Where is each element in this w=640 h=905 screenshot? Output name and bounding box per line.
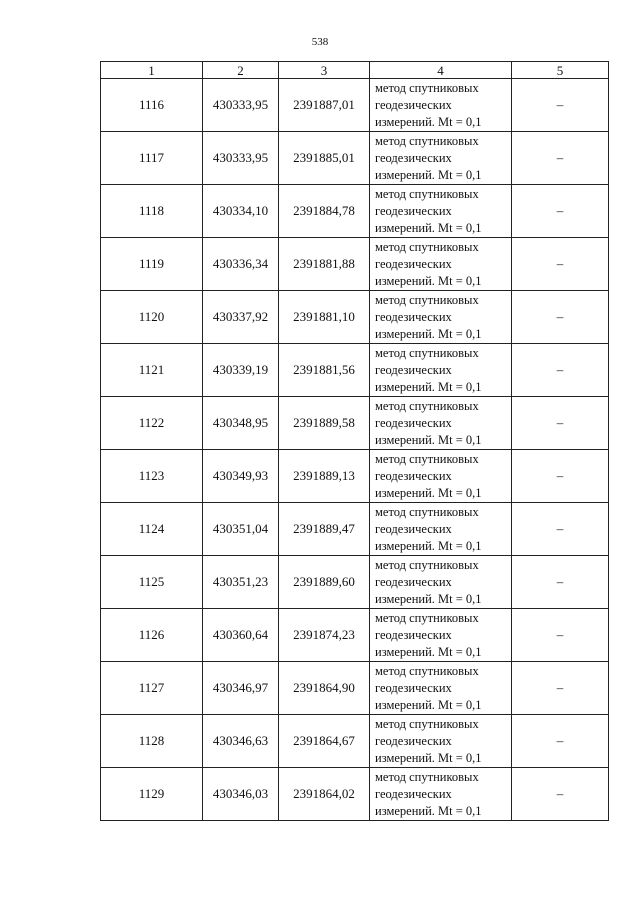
method-line: измерений. Mt = 0,1	[375, 432, 482, 447]
method-line: геодезических	[375, 733, 452, 748]
method-line: метод спутниковых	[375, 345, 479, 360]
table-row	[101, 609, 609, 662]
point-number-cell: 1129	[101, 768, 203, 821]
point-number-cell: 1117	[101, 132, 203, 185]
method-line: измерений. Mt = 0,1	[375, 538, 482, 553]
note-cell: –	[512, 132, 609, 185]
method-line: геодезических	[375, 309, 452, 324]
table-body	[101, 79, 609, 821]
method-cell	[370, 291, 512, 344]
table-row	[101, 662, 609, 715]
coordinates-table	[100, 61, 609, 821]
y-coordinate-cell: 2391864,02	[279, 768, 370, 821]
method-line: геодезических	[375, 203, 452, 218]
x-coordinate-cell: 430336,34	[203, 238, 279, 291]
point-number-cell: 1121	[101, 344, 203, 397]
note-cell: –	[512, 291, 609, 344]
method-line: метод спутниковых	[375, 557, 479, 572]
y-coordinate-cell: 2391889,60	[279, 556, 370, 609]
point-number-cell: 1125	[101, 556, 203, 609]
x-coordinate-cell: 430348,95	[203, 397, 279, 450]
note-cell: –	[512, 79, 609, 132]
note-cell: –	[512, 556, 609, 609]
table-row	[101, 344, 609, 397]
x-coordinate-cell: 430351,04	[203, 503, 279, 556]
note-cell: –	[512, 397, 609, 450]
header-col-2: 2	[203, 62, 279, 79]
method-line: метод спутниковых	[375, 610, 479, 625]
table-row	[101, 768, 609, 821]
method-line: измерений. Mt = 0,1	[375, 326, 482, 341]
method-line: измерений. Mt = 0,1	[375, 273, 482, 288]
method-line: измерений. Mt = 0,1	[375, 167, 482, 182]
method-line: метод спутниковых	[375, 451, 479, 466]
y-coordinate-cell: 2391874,23	[279, 609, 370, 662]
x-coordinate-cell: 430333,95	[203, 132, 279, 185]
method-line: измерений. Mt = 0,1	[375, 114, 482, 129]
x-coordinate-cell: 430349,93	[203, 450, 279, 503]
method-line: метод спутниковых	[375, 133, 479, 148]
method-line: метод спутниковых	[375, 239, 479, 254]
note-cell: –	[512, 185, 609, 238]
method-line: геодезических	[375, 97, 452, 112]
point-number-cell: 1118	[101, 185, 203, 238]
x-coordinate-cell: 430337,92	[203, 291, 279, 344]
method-cell	[370, 132, 512, 185]
y-coordinate-cell: 2391889,13	[279, 450, 370, 503]
method-line: геодезических	[375, 415, 452, 430]
method-line: измерений. Mt = 0,1	[375, 803, 482, 818]
point-number-cell: 1124	[101, 503, 203, 556]
method-cell	[370, 715, 512, 768]
x-coordinate-cell: 430351,23	[203, 556, 279, 609]
y-coordinate-cell: 2391885,01	[279, 132, 370, 185]
x-coordinate-cell: 430346,97	[203, 662, 279, 715]
note-cell: –	[512, 503, 609, 556]
point-number-cell: 1119	[101, 238, 203, 291]
method-line: геодезических	[375, 627, 452, 642]
method-line: метод спутниковых	[375, 80, 479, 95]
page-number: 538	[311, 36, 329, 48]
x-coordinate-cell: 430346,63	[203, 715, 279, 768]
method-line: геодезических	[375, 786, 452, 801]
table-row	[101, 291, 609, 344]
table-header	[101, 62, 609, 79]
note-cell: –	[512, 450, 609, 503]
method-cell	[370, 768, 512, 821]
method-line: геодезических	[375, 362, 452, 377]
method-line: метод спутниковых	[375, 663, 479, 678]
method-cell	[370, 397, 512, 450]
x-coordinate-cell: 430346,03	[203, 768, 279, 821]
method-cell	[370, 556, 512, 609]
method-line: метод спутниковых	[375, 769, 479, 784]
method-cell	[370, 662, 512, 715]
y-coordinate-cell: 2391881,88	[279, 238, 370, 291]
point-number-cell: 1127	[101, 662, 203, 715]
y-coordinate-cell: 2391889,47	[279, 503, 370, 556]
header-col-3: 3	[279, 62, 370, 79]
point-number-cell: 1126	[101, 609, 203, 662]
method-line: геодезических	[375, 150, 452, 165]
method-cell	[370, 238, 512, 291]
y-coordinate-cell: 2391887,01	[279, 79, 370, 132]
table-row	[101, 132, 609, 185]
point-number-cell: 1123	[101, 450, 203, 503]
table-row	[101, 715, 609, 768]
method-line: измерений. Mt = 0,1	[375, 379, 482, 394]
point-number-cell: 1120	[101, 291, 203, 344]
header-col-4: 4	[370, 62, 512, 79]
point-number-cell: 1122	[101, 397, 203, 450]
method-cell	[370, 185, 512, 238]
method-cell	[370, 450, 512, 503]
method-line: геодезических	[375, 521, 452, 536]
y-coordinate-cell: 2391889,58	[279, 397, 370, 450]
note-cell: –	[512, 768, 609, 821]
method-cell	[370, 79, 512, 132]
note-cell: –	[512, 609, 609, 662]
method-line: метод спутниковых	[375, 504, 479, 519]
y-coordinate-cell: 2391881,56	[279, 344, 370, 397]
table-row	[101, 503, 609, 556]
note-cell: –	[512, 662, 609, 715]
table-row	[101, 238, 609, 291]
header-col-1: 1	[101, 62, 203, 79]
note-cell: –	[512, 344, 609, 397]
method-line: измерений. Mt = 0,1	[375, 644, 482, 659]
method-line: метод спутниковых	[375, 716, 479, 731]
method-line: геодезических	[375, 256, 452, 271]
point-number-cell: 1116	[101, 79, 203, 132]
x-coordinate-cell: 430360,64	[203, 609, 279, 662]
y-coordinate-cell: 2391884,78	[279, 185, 370, 238]
method-line: измерений. Mt = 0,1	[375, 697, 482, 712]
table-row	[101, 556, 609, 609]
header-col-5: 5	[512, 62, 609, 79]
table-row	[101, 185, 609, 238]
method-line: геодезических	[375, 468, 452, 483]
method-line: метод спутниковых	[375, 186, 479, 201]
method-line: измерений. Mt = 0,1	[375, 485, 482, 500]
method-cell	[370, 344, 512, 397]
method-line: геодезических	[375, 680, 452, 695]
note-cell: –	[512, 715, 609, 768]
method-cell	[370, 609, 512, 662]
method-line: геодезических	[375, 574, 452, 589]
table-row	[101, 450, 609, 503]
method-line: метод спутниковых	[375, 398, 479, 413]
x-coordinate-cell: 430334,10	[203, 185, 279, 238]
table-row	[101, 397, 609, 450]
point-number-cell: 1128	[101, 715, 203, 768]
y-coordinate-cell: 2391864,90	[279, 662, 370, 715]
header-row	[101, 62, 609, 79]
y-coordinate-cell: 2391881,10	[279, 291, 370, 344]
y-coordinate-cell: 2391864,67	[279, 715, 370, 768]
method-line: измерений. Mt = 0,1	[375, 591, 482, 606]
x-coordinate-cell: 430333,95	[203, 79, 279, 132]
method-line: метод спутниковых	[375, 292, 479, 307]
table-row	[101, 79, 609, 132]
note-cell: –	[512, 238, 609, 291]
method-line: измерений. Mt = 0,1	[375, 220, 482, 235]
method-cell	[370, 503, 512, 556]
method-line: измерений. Mt = 0,1	[375, 750, 482, 765]
x-coordinate-cell: 430339,19	[203, 344, 279, 397]
